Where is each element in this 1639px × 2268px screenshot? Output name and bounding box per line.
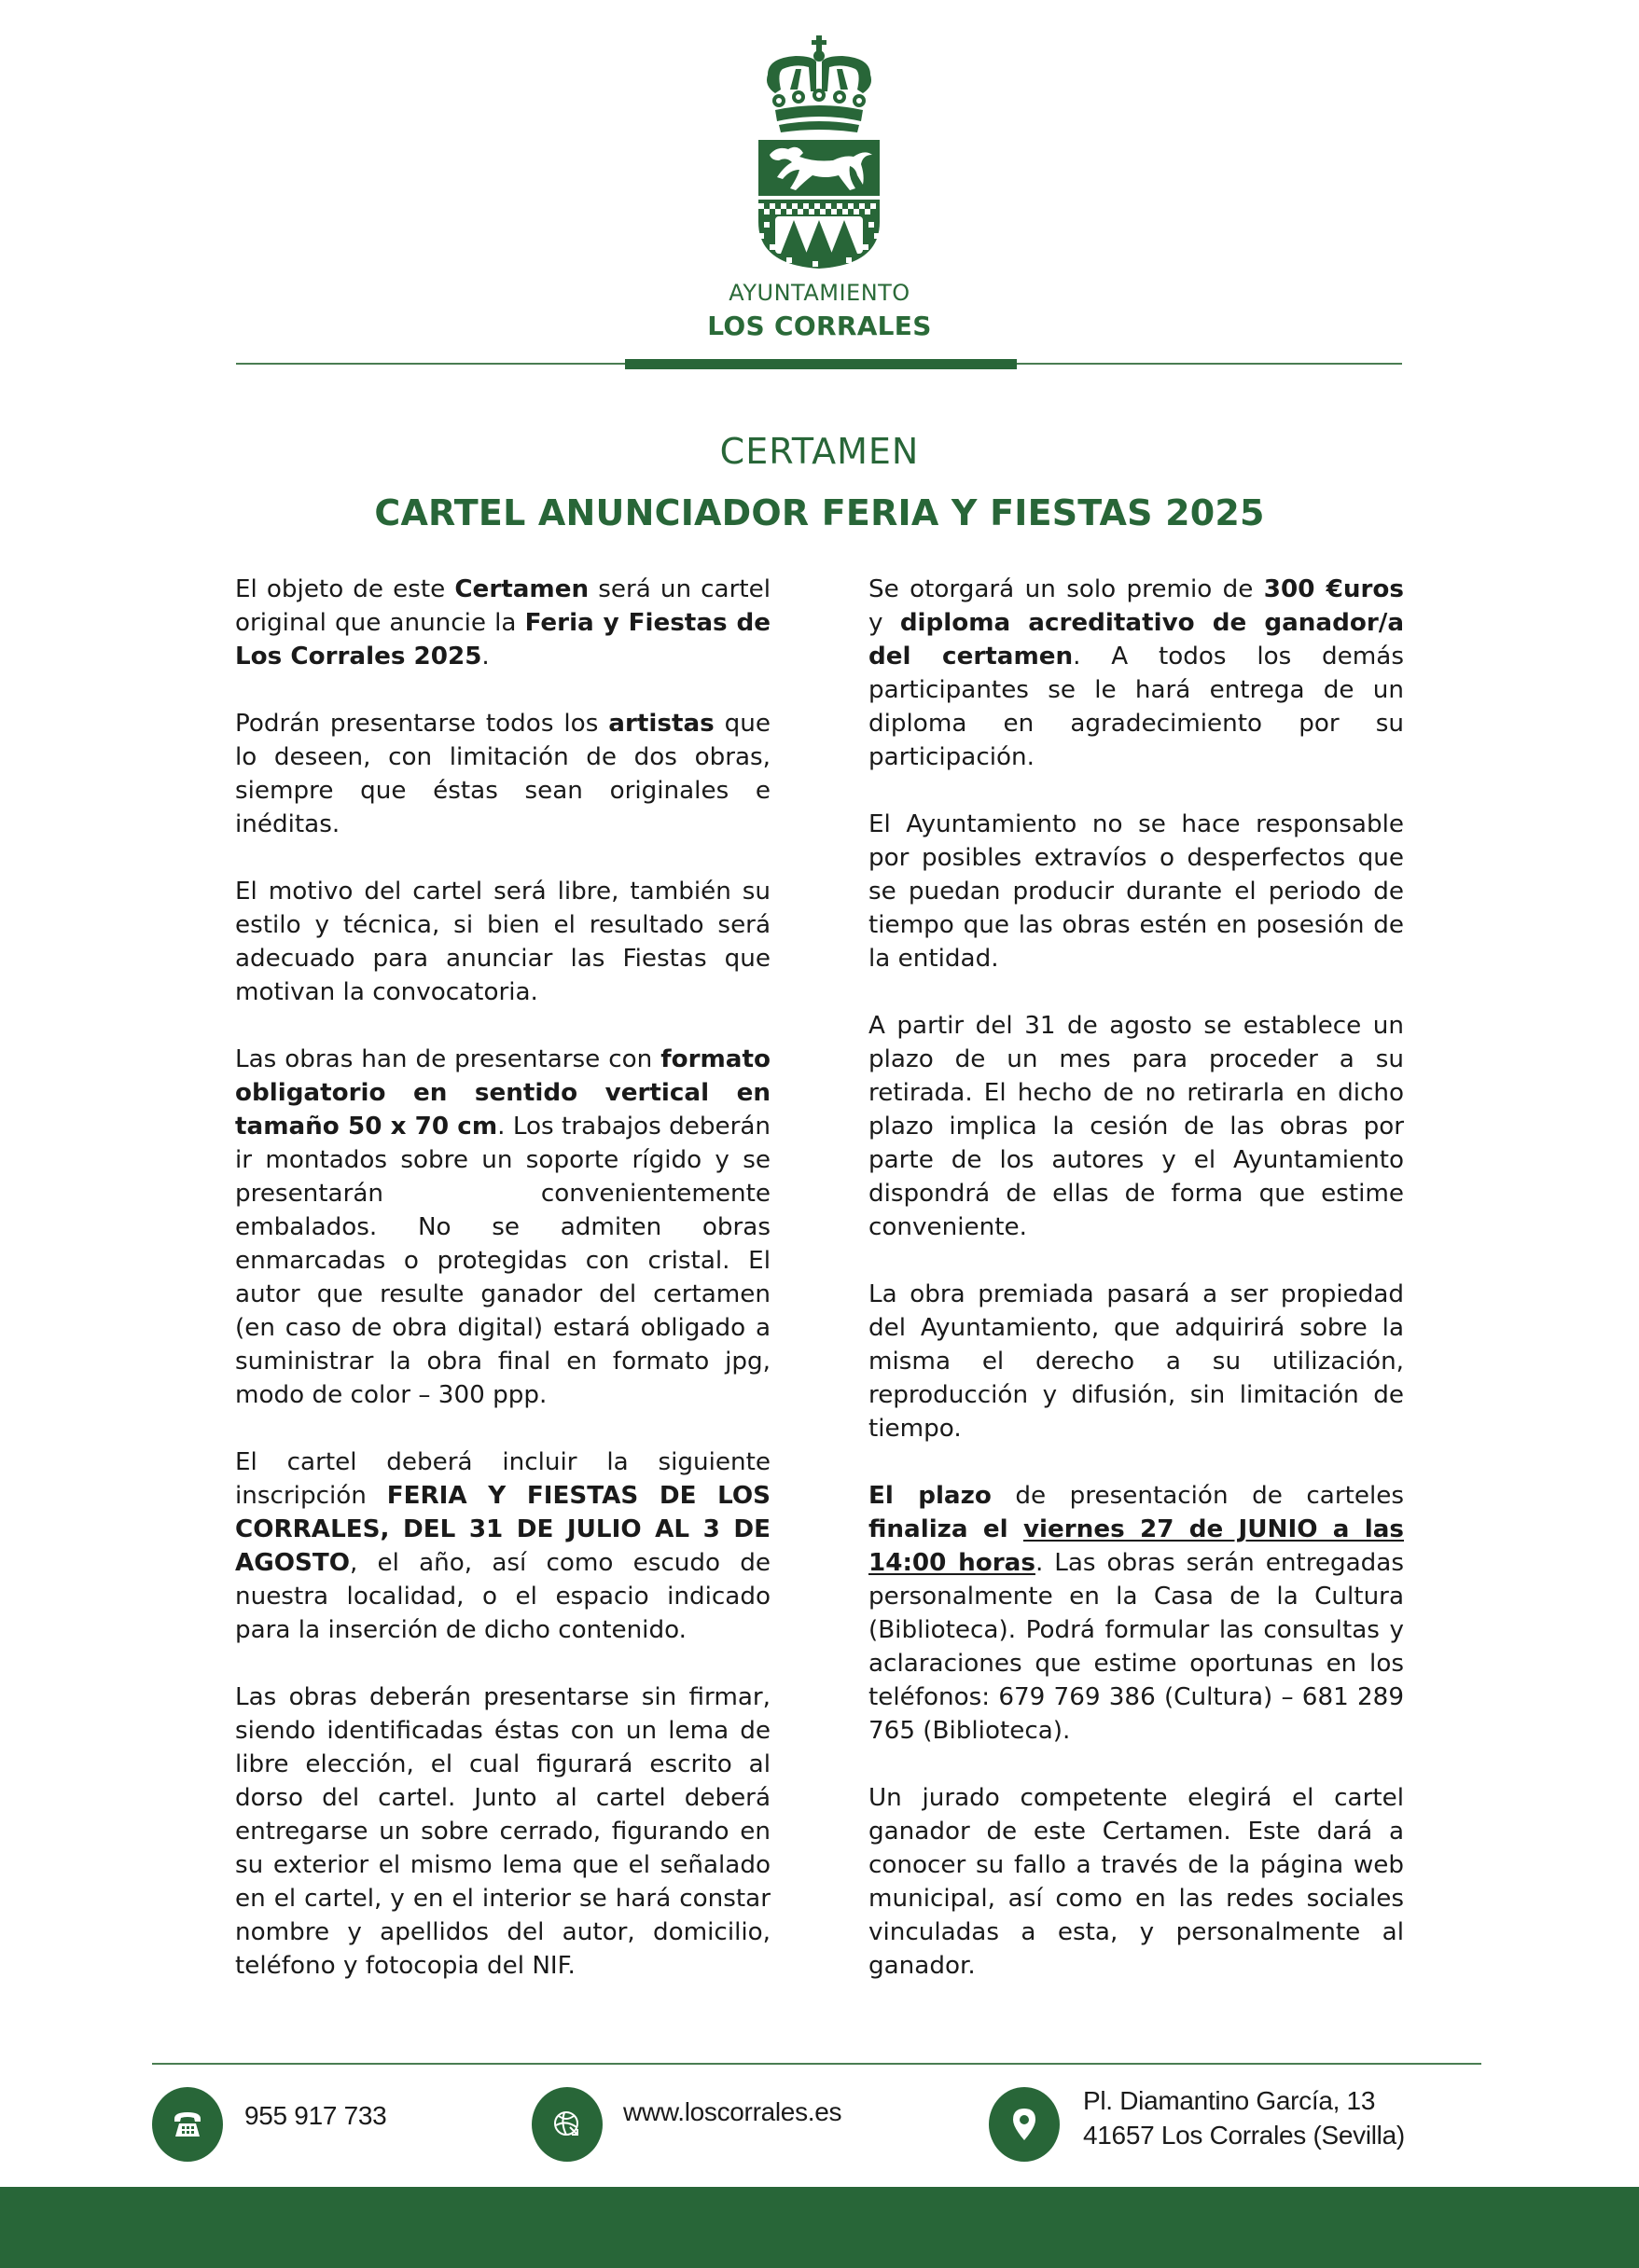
- telephone-icon: [152, 2087, 223, 2162]
- bold-text: 300 €uros: [1263, 575, 1404, 603]
- address-line-2: 41657 Los Corrales (Sevilla): [1083, 2121, 1405, 2150]
- text: Podrán presentarse todos los: [235, 710, 609, 738]
- text: que lo deseen, con limitación de dos obras, siempre que éstas sean originales e inéditas.: [235, 710, 771, 838]
- deadline-text: viernes 27 de JUNIO a las 14:00 horas: [868, 1515, 1404, 1577]
- paragraph-retirada: [868, 1009, 1404, 1244]
- text: El Ayuntamiento no se hace responsable por posibles extravíos o desperfectos que se puedan producir durante el periodo de tiempo que las obras estén en posesión de la entidad.: [868, 810, 1404, 973]
- address-line-1: Pl. Diamantino García, 13: [1083, 2086, 1376, 2115]
- map-pin-icon: [989, 2087, 1060, 2162]
- footer-divider: [152, 2063, 1481, 2065]
- bold-text: El plazo: [868, 1482, 992, 1510]
- text: El cartel deberá incluir la siguiente inscripción: [235, 1448, 771, 1510]
- text: será un cartel original que anuncie la: [235, 575, 771, 637]
- paragraph-responsabilidad: [868, 808, 1404, 975]
- text: . Las obras serán entregadas personalmente en la Casa de la Cultura (Biblioteca). Podrá formular las consultas y aclaraciones que estime oportunas en los teléfonos: 679 769 386 (Cultura) – 681 289 765 (Biblioteca).: [868, 1549, 1404, 1745]
- footer-address: [1083, 2083, 1405, 2152]
- bold-text: finaliza el: [868, 1515, 1023, 1543]
- bold-text: formato obligatorio en sentido vertical en tamaño 50 x 70 cm: [235, 1045, 771, 1141]
- paragraph-premio: [868, 573, 1404, 774]
- text: , el año, así como escudo de nuestra localidad, o el espacio indicado para la inserción de dicho contenido.: [235, 1549, 771, 1644]
- header-divider-accent: [625, 359, 1017, 369]
- paragraph-lema: [235, 1680, 771, 1983]
- globe-icon: [532, 2087, 603, 2162]
- footer-phone[interactable]: 955 917 733: [244, 2101, 387, 2130]
- text: Las obras han de presentarse con: [235, 1045, 661, 1073]
- left-column: [235, 573, 771, 2016]
- bold-text: Certamen: [454, 575, 590, 603]
- paragraph-motivo: [235, 875, 771, 1009]
- text: de presentación de carteles: [991, 1482, 1405, 1510]
- text: . A todos los demás participantes se le hará entrega de un diploma en agradecimiento por su participación.: [868, 643, 1404, 771]
- text: y: [868, 609, 900, 637]
- right-column: [868, 573, 1404, 2016]
- paragraph-formato: [235, 1043, 771, 1412]
- text: Las obras deberán presentarse sin firmar, siendo identificadas éstas con un lema de libre elección, el cual figurará escrito al dorso del cartel. Junto al cartel deberá entregarse un sobre cerrado, figurando en su exterior el mismo lema que el señalado en el cartel, y en el interior se hará constar nombre y apellidos del autor, domicilio, teléfono y fotocopia del NIF.: [235, 1683, 771, 1980]
- coat-of-arms-logo: [758, 35, 880, 269]
- bold-text: Feria y Fiestas de Los Corrales 2025: [235, 609, 771, 671]
- paragraph-jurado: [868, 1781, 1404, 1983]
- bold-text: artistas: [608, 710, 715, 738]
- footer-website-link[interactable]: www.loscorrales.es: [623, 2097, 842, 2126]
- footer-band: [0, 2187, 1639, 2268]
- paragraph-plazo: [868, 1479, 1404, 1748]
- brand-line-2: LOS CORRALES: [707, 311, 932, 341]
- paragraph-participantes: [235, 707, 771, 841]
- text: El motivo del cartel será libre, también su estilo y técnica, si bien el resultado será adecuado para anunciar las Fiestas que motivan la convocatoria.: [235, 878, 771, 1006]
- text: El objeto de este: [235, 575, 455, 603]
- document-subtitle: CARTEL ANUNCIADOR FERIA Y FIESTAS 2025: [374, 492, 1265, 533]
- text: Un jurado competente elegirá el cartel ganador de este Certamen. Este dará a conocer su fallo a través de la página web municipal, así como en las redes sociales vinculadas a esta, y personalmente al ganador.: [868, 1784, 1404, 1980]
- paragraph-objeto: [235, 573, 771, 673]
- text: Se otorgará un solo premio de: [868, 575, 1264, 603]
- text: . Los trabajos deberán ir montados sobre un soporte rígido y se presentarán convenientemente embalados. No se admiten obras enmarcadas o protegidas con cristal. El autor que resulte ganador del certamen (en caso de obra digital) estará obligado a suministrar la obra final en formato jpg, modo de color – 300 ppp.: [235, 1113, 771, 1409]
- text: .: [481, 643, 490, 671]
- text: A partir del 31 de agosto se establece un plazo de un mes para proceder a su retirada. El hecho de no retirarla en dicho plazo implica la cesión de las obras por parte de los autores y el Ayuntamiento dispondrá de ellas de forma que estime conveniente.: [868, 1012, 1404, 1241]
- bold-text: FERIA Y FIESTAS DE LOS CORRALES, DEL 31 DE JULIO AL 3 DE AGOSTO: [235, 1482, 771, 1577]
- text: La obra premiada pasará a ser propiedad del Ayuntamiento, que adquirirá sobre la misma el derecho a su utilización, reproducción y difusión, sin limitación de tiempo.: [868, 1280, 1404, 1443]
- paragraph-inscripcion: [235, 1445, 771, 1647]
- document-title: CERTAMEN: [719, 431, 920, 472]
- paragraph-propiedad: [868, 1278, 1404, 1445]
- brand-line-1: AYUNTAMIENTO: [729, 280, 910, 306]
- bold-text: diploma acreditativo de ganador/a del certamen: [868, 609, 1404, 671]
